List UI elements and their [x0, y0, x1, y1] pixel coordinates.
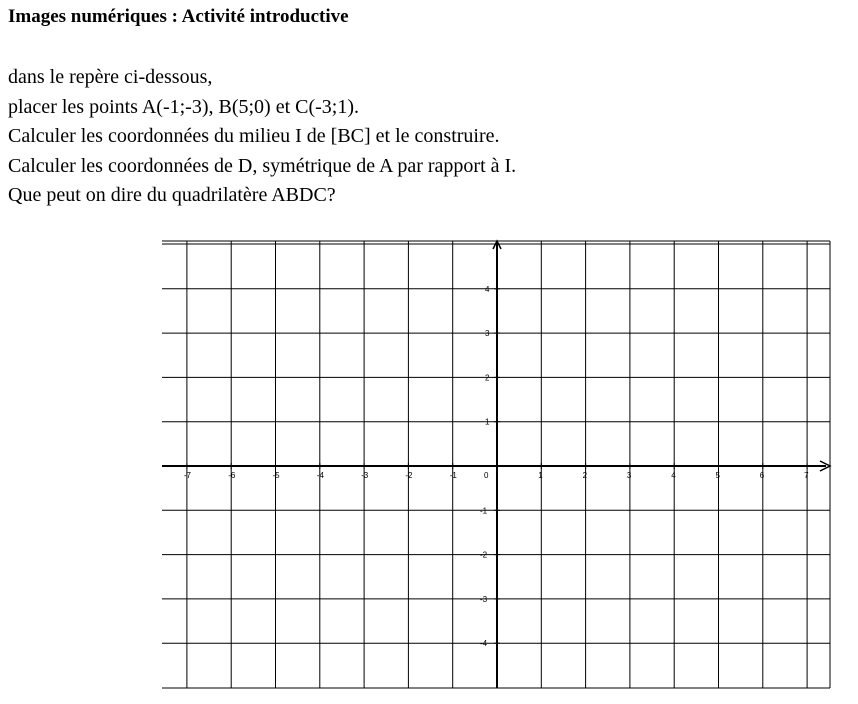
x-tick-label: -4: [316, 471, 324, 480]
x-tick-label: -2: [405, 471, 413, 480]
x-tick-label: 1: [538, 471, 543, 480]
x-tick-label: 2: [582, 471, 588, 480]
x-tick-label: 7: [804, 471, 809, 480]
x-tick-label: -1: [449, 471, 457, 480]
y-tick-label: 2: [485, 373, 490, 383]
y-tick-label: -1: [480, 506, 488, 516]
y-tick-label: 3: [485, 329, 490, 339]
y-tick-label: -4: [480, 639, 488, 649]
instruction-line: placer les points A(-1;-3), B(5;0) et C(-3;1).: [8, 95, 360, 118]
y-tick-label: -3: [480, 594, 488, 604]
x-tick-label: 3: [626, 471, 632, 480]
y-tick-label: 1: [485, 417, 490, 427]
y-tick-label: -2: [480, 550, 488, 560]
instruction-line: dans le repère ci-dessous,: [8, 66, 213, 88]
x-tick-label: 5: [715, 471, 720, 480]
y-tick-label: 4: [485, 284, 490, 294]
x-tick-label: 6: [759, 471, 765, 480]
activity-title: Images numériques : Activité introductive: [8, 6, 349, 27]
instruction-line: Calculer les coordonnées de D, symétrique de A par rapport à I.: [8, 154, 517, 177]
instruction-line: Que peut on dire du quadrilatère ABDC?: [8, 184, 336, 206]
instruction-line: Calculer les coordonnées du milieu I de [BC] et le construire.: [8, 125, 500, 147]
x-tick-label: -3: [361, 471, 369, 480]
x-tick-label: -5: [272, 471, 280, 480]
x-tick-label: 4: [671, 471, 676, 480]
x-tick-label: -7: [183, 471, 192, 480]
x-tick-label: 0: [484, 471, 489, 480]
x-tick-label: -6: [228, 471, 236, 480]
